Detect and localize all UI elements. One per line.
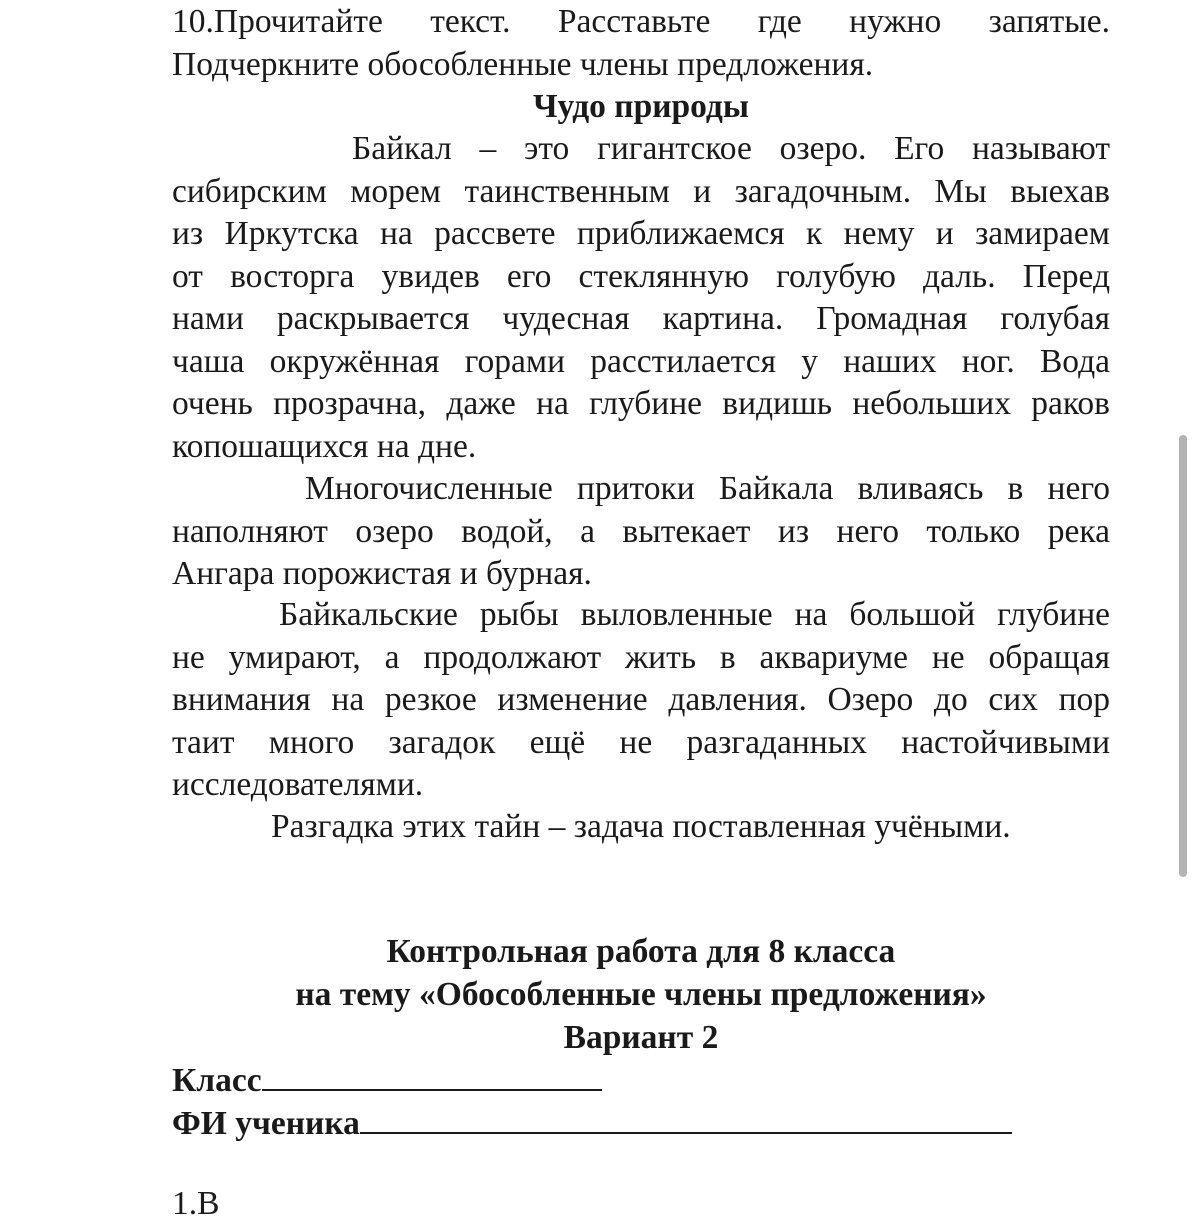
task-instruction-line-1: 10.Прочитайте текст. Расставьте где нужно запятые. xyxy=(172,3,1110,40)
test-heading-line-3: Вариант 2 xyxy=(563,1019,719,1056)
text-title: Чудо природы xyxy=(532,88,750,125)
student-name-field xyxy=(172,1102,1110,1145)
paragraph-1 xyxy=(172,128,1110,468)
paragraph-4 xyxy=(172,806,1110,849)
paragraph-line: Ангара порожистая и бурная. xyxy=(172,555,592,592)
cut-off-next-task: 1.В xyxy=(172,1185,220,1222)
paragraph-line: чаша окружённая горами расстилается у наших ног. Вода xyxy=(172,342,1110,380)
task-instruction-line-2: Подчеркните обособленные члены предложения. xyxy=(172,45,874,83)
paragraph-line: от восторга увидев его стеклянную голубую даль. Перед xyxy=(172,257,1110,295)
class-field xyxy=(172,1059,1110,1102)
student-name-blank-line xyxy=(360,1102,1012,1134)
paragraph-line: Многочисленные притоки Байкала вливаясь в него xyxy=(305,470,1110,507)
paragraph-line: копошащихся на дне. xyxy=(172,427,477,465)
paragraph-line: наполняют озеро водой, а вытекает из него только река xyxy=(172,512,1110,550)
paragraph-line: из Иркутска на рассвете приближаемся к нему и замираем xyxy=(172,215,1110,252)
paragraph-line: очень прозрачна, даже на глубине видишь небольших раков xyxy=(172,385,1110,422)
test-heading-line-1: Контрольная работа для 8 класса xyxy=(386,933,896,970)
paragraph-2 xyxy=(172,468,1110,596)
class-label: Класс xyxy=(172,1062,262,1099)
test-heading xyxy=(172,930,1110,1145)
paragraph-line: исследователями. xyxy=(172,766,424,803)
paragraph-line: нами раскрывается чудесная картина. Громадная голубая xyxy=(172,300,1110,337)
paragraph-line: Разгадка этих тайн – задача поставленная учёными. xyxy=(271,808,1011,845)
task-instruction xyxy=(172,1,1110,86)
student-name-label: ФИ ученика xyxy=(172,1105,360,1142)
paragraph-line: таит много загадок ещё не разгаданных настойчивыми xyxy=(172,723,1110,761)
test-heading-line-2: на тему «Обособленные члены предложения» xyxy=(295,976,987,1013)
paragraph-line: Байкал – это гигантское озеро. Его называют xyxy=(352,130,1110,167)
vertical-scrollbar[interactable] xyxy=(1179,435,1187,877)
paragraph-line: Байкальские рыбы выловленные на большой глубине xyxy=(279,596,1110,633)
paragraph-line: внимания на резкое изменение давления. Озеро до сих пор xyxy=(172,681,1110,718)
class-blank-line xyxy=(262,1059,602,1091)
paragraph-3 xyxy=(172,594,1110,807)
paragraph-line: сибирским морем таинственным и загадочным. Мы выехав xyxy=(172,172,1110,210)
paragraph-line: не умирают, а продолжают жить в аквариуме не обращая xyxy=(172,638,1110,676)
